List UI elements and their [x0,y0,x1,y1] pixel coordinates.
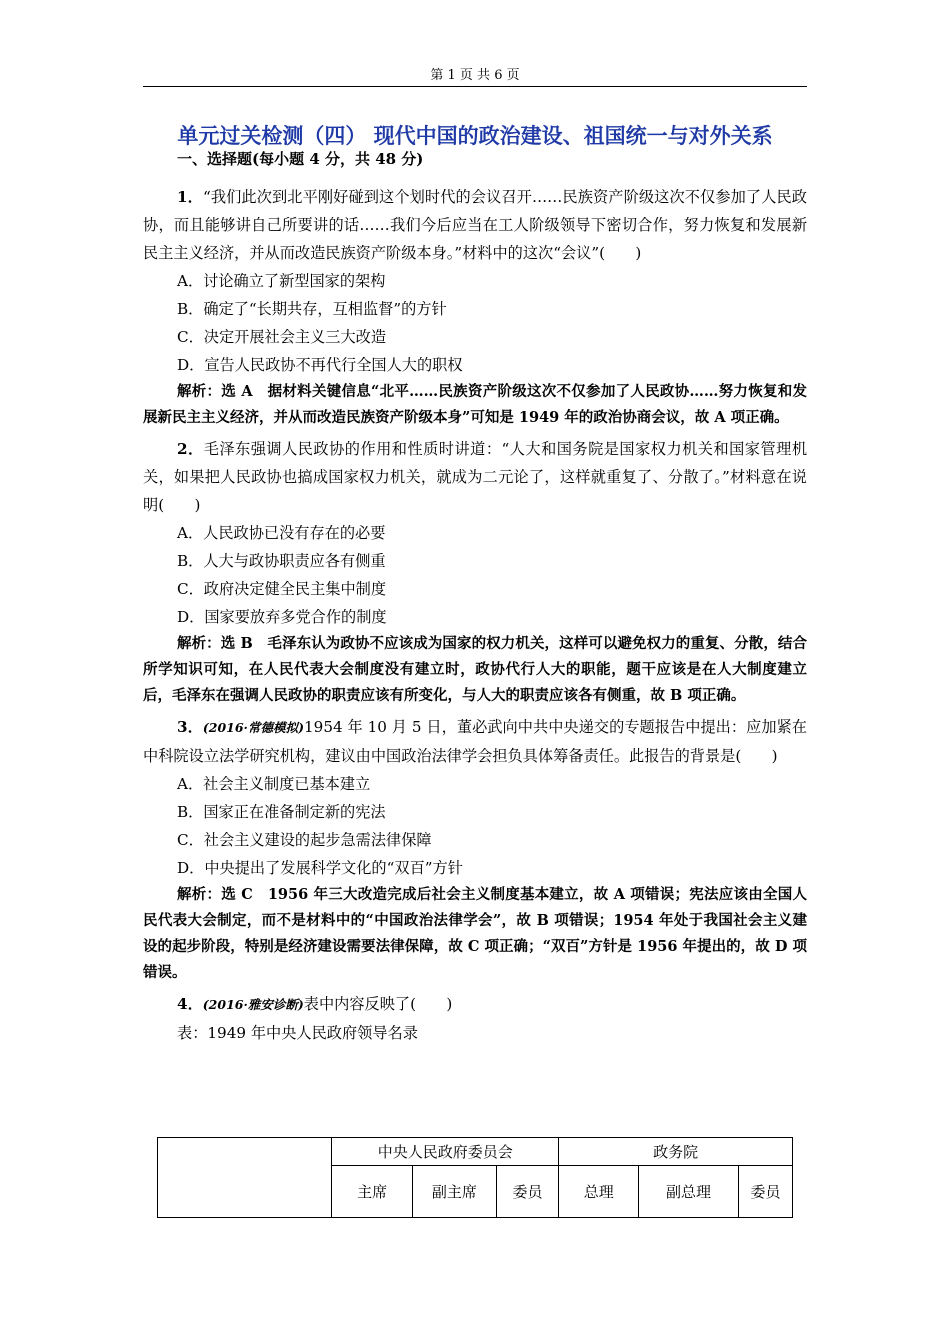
explanation-2: 解析：选 B 毛泽东认为政协不应该成为国家的权力机关，这样可以避免权力的重复、分散，结合所学知识可知，在人民代表大会制度没有建立时，政协代行人大的职能，题干应该是在人大制度建立后，毛泽东在强调人民政协的职责应该有所变化，与人大的职责应该各有侧重，故 B 项正确。 [143,635,807,704]
page-header [143,66,807,87]
option-c: C．社会主义建设的起步急需法律保障 [177,831,432,849]
option-d: D．宣告人民政协不再代行全国人大的职权 [177,356,463,374]
explanation-3: 解析：选 C 1956 年三大改造完成后社会主义制度基本建立，故 A 项错误；宪法应该由全国人民代表大会制定，而不是材料中的“中国政治法律学会”，故 B 项错误；1954 年处于我国社会主义建设的起步阶段，特别是经济建设需要法律保障，故 C 项正确；“双百”方针是 1956 年提出的，故 D 项错误。 [143,886,807,981]
option-c: C．政府决定健全民主集中制度 [177,580,387,598]
explanation-1: 解析：选 A 据材料关键信息“北平……民族资产阶级这次不仅参加了人民政协……努力恢复和发展新民主主义经济，并从而改造民族资产阶级本身”可知是 1949 年的政治协商会议，故 A 项正确。 [143,383,807,426]
document-body [143,149,807,1047]
table-column-header: 副主席 [413,1166,497,1218]
question-number: 1． [177,188,203,206]
table-corner-cell [158,1138,332,1218]
table-column-header: 副总理 [639,1166,739,1218]
option-a: A．社会主义制度已基本建立 [177,775,371,793]
table-column-header: 总理 [559,1166,639,1218]
option-c: C．决定开展社会主义三大改造 [177,328,387,346]
question-2 [143,435,807,519]
table-caption: 表：1949 年中央人民政府领导名录 [177,1024,418,1042]
question-number: 3． [177,718,203,736]
option-d: D．国家要放弃多党合作的制度 [177,608,387,626]
table-group-header: 中央人民政府委员会 [332,1138,559,1166]
leadership-table [157,1137,793,1218]
table-column-header: 委员 [738,1166,792,1218]
option-b: B．国家正在准备制定新的宪法 [177,803,386,821]
option-a: A．讨论确立了新型国家的架构 [177,272,386,290]
question-stem: 表中内容反映了( ) [303,995,453,1013]
question-stem: “我们此次到北平刚好碰到这个划时代的会议召开……民族资产阶级这次不仅参加了人民政协，而且能够讲自己所要讲的话……我们今后应当在工人阶级领导下密切合作，努力恢复和发展新民主主义经济，并从而改造民族资产阶级本身。”材料中的这次“会议”( ) [143,188,807,262]
question-source: (2016·雅安诊断) [202,997,304,1012]
question-3 [143,713,807,770]
section-heading: 一、选择题(每小题 4 分，共 48 分) [177,150,424,168]
option-b: B．人大与政协职责应各有侧重 [177,552,386,570]
document-title: 单元过关检测（四） 现代中国的政治建设、祖国统一与对外关系 [177,124,773,148]
question-1 [143,183,807,267]
question-stem: 1954 年 10 月 5 日，董必武向中共中央递交的专题报告中提出：应加紧在中科院设立法学研究机构，建议由中国政治法律学会担负具体筹备责任。此报告的背景是( ) [143,718,807,765]
table-column-header: 主席 [332,1166,413,1218]
table-group-header: 政务院 [559,1138,793,1166]
question-number: 4． [177,995,203,1013]
page-number: 第 1 页 共 6 页 [430,68,520,83]
option-b: B．确定了“长期共存，互相监督”的方针 [177,300,447,318]
question-stem: 毛泽东强调人民政协的作用和性质时讲道：“人大和国务院是国家权力机关和国家管理机关，如果把人民政协也搞成国家权力机关，就成为二元论了，这样就重复了、分散了。”材料意在说明( ) [143,440,808,514]
question-4 [143,990,807,1019]
option-d: D．中央提出了发展科学文化的“双百”方针 [177,859,463,877]
option-a: A．人民政协已没有存在的必要 [177,524,386,542]
table-column-header: 委员 [496,1166,559,1218]
question-source: (2016·常德模拟) [202,720,304,735]
question-number: 2． [177,440,204,458]
